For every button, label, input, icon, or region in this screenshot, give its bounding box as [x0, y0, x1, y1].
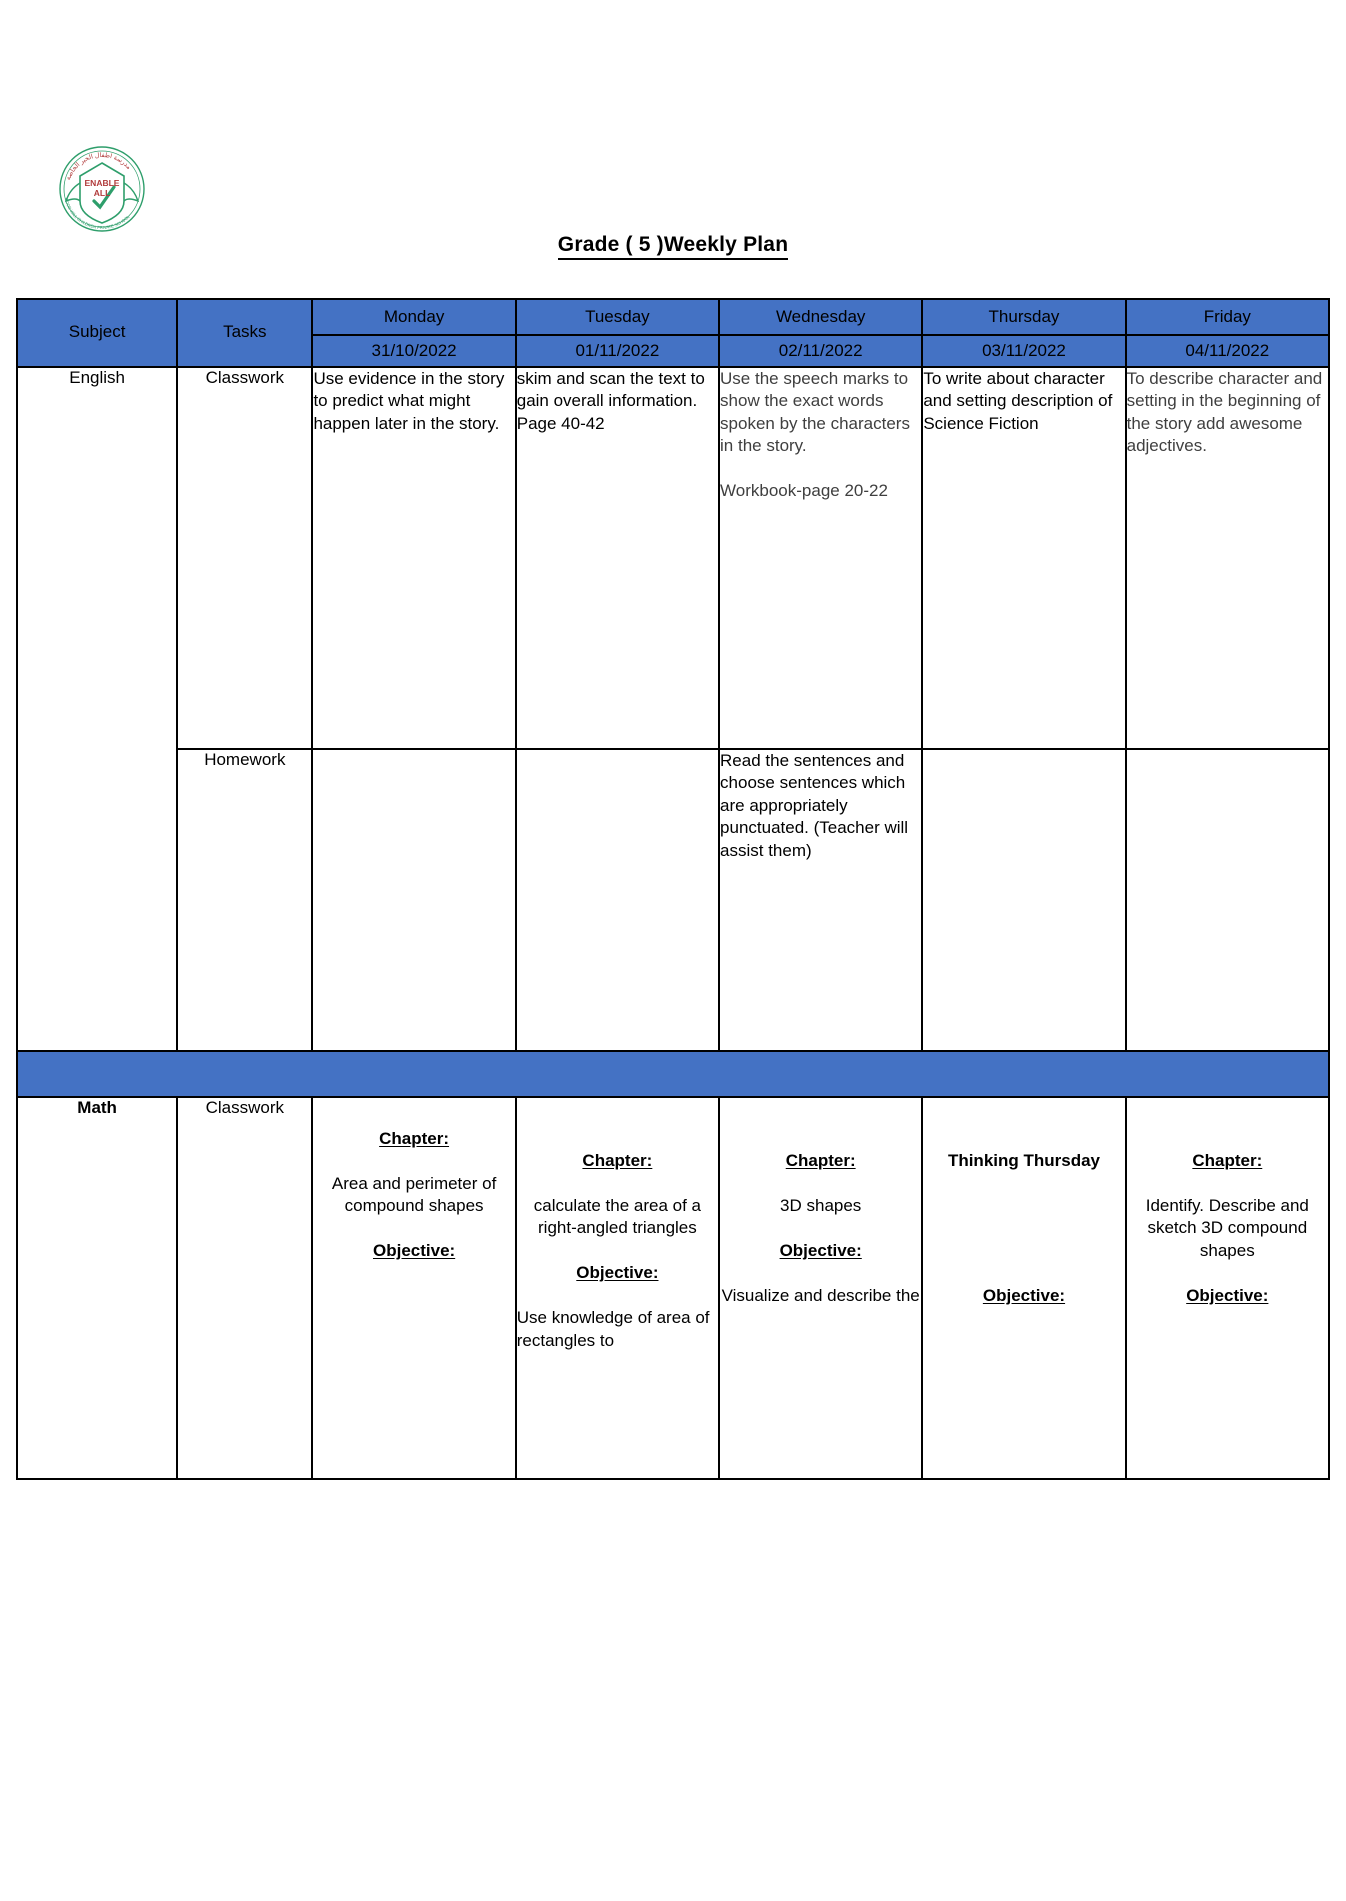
- cell-english-homework-friday: [1126, 749, 1329, 1051]
- objective-label: Objective:: [1186, 1285, 1269, 1305]
- objective-label: Objective:: [576, 1263, 659, 1283]
- cell-english-classwork-friday: [1126, 367, 1329, 749]
- page-title-text: Grade ( 5 )Weekly Plan: [558, 233, 788, 260]
- objective-label: Objective:: [982, 1285, 1066, 1305]
- column-date-wednesday: 02/11/2022: [719, 335, 922, 367]
- school-logo-icon: [54, 143, 150, 235]
- svg-text:ALL: ALL: [93, 188, 111, 198]
- page-title: [16, 233, 1330, 257]
- cell-english-homework-monday: [312, 749, 515, 1051]
- svg-text:ENABLE: ENABLE: [84, 178, 120, 188]
- cell-text: To describe character and setting in the beginning of the story add awesome adjectives.: [1126, 369, 1323, 456]
- cell-text-part-1: Use the speech marks to show the exact words spoken by the characters in the story.: [720, 369, 910, 456]
- cell-spacer: [720, 458, 921, 480]
- cell-text: To write about character and setting description of Science Fiction: [923, 369, 1113, 433]
- subject-label-math: Math: [17, 1097, 177, 1479]
- cell-math-classwork-tuesday: [516, 1097, 719, 1479]
- column-date-friday: 04/11/2022: [1126, 335, 1329, 367]
- header-row-names: [17, 299, 1329, 335]
- cell-math-classwork-wednesday: [719, 1097, 922, 1479]
- section-separator-band: [17, 1051, 1329, 1097]
- table-row-english-classwork: [17, 367, 1329, 749]
- chapter-text: calculate the area of a right-angled triangles: [533, 1195, 702, 1238]
- column-header-subject: Subject: [17, 299, 177, 367]
- chapter-text: Area and perimeter of compound shapes: [331, 1173, 497, 1216]
- chapter-label: Chapter:: [785, 1151, 856, 1170]
- table-row-math-classwork: [17, 1097, 1329, 1479]
- cell-english-classwork-thursday: [922, 367, 1125, 749]
- objective-label: Objective:: [372, 1241, 456, 1261]
- column-header-monday: Monday: [312, 299, 515, 335]
- column-header-wednesday: Wednesday: [719, 299, 922, 335]
- column-date-monday: 31/10/2022: [312, 335, 515, 367]
- objective-label: Objective:: [779, 1240, 862, 1260]
- cell-english-homework-wednesday: [719, 749, 922, 1051]
- column-date-thursday: 03/11/2022: [922, 335, 1125, 367]
- cell-text-part-2: Workbook-page 20-22: [720, 481, 888, 501]
- table-header: [17, 299, 1329, 367]
- task-label-english-classwork: Classwork: [177, 367, 312, 749]
- column-header-tasks: Tasks: [177, 299, 312, 367]
- chapter-text: Identify. Describe and sketch 3D compound shapes: [1145, 1195, 1309, 1260]
- cell-text: skim and scan the text to gain overall information. Page 40-42: [516, 369, 705, 433]
- chapter-label: Chapter:: [582, 1151, 653, 1170]
- objective-text: Visualize and describe the: [721, 1285, 920, 1305]
- svg-text:GOOD WILL CHILDREN PRIVATE SCH: GOOD WILL CHILDREN PRIVATE SCHOOL: [63, 197, 131, 231]
- cell-english-classwork-wednesday: [719, 367, 922, 749]
- cell-text: Read the sentences and choose sentences which are appropriately punctuated. (Teacher will assist them): [720, 751, 909, 860]
- subject-label-english: English: [17, 367, 177, 1051]
- column-header-thursday: Thursday: [922, 299, 1125, 335]
- chapter-label: Chapter:: [379, 1129, 450, 1148]
- cell-english-classwork-tuesday: [516, 367, 719, 749]
- thinking-thursday-title: Thinking Thursday: [947, 1151, 1100, 1170]
- task-label-english-homework: Homework: [177, 749, 312, 1051]
- document-header: [16, 0, 1330, 256]
- cell-english-classwork-monday: [312, 367, 515, 749]
- chapter-label: Chapter:: [1192, 1151, 1263, 1170]
- task-label-math-classwork: Classwork: [177, 1097, 312, 1479]
- svg-text:مدرسة اطفال الخير الخاصة: مدرسة اطفال الخير الخاصة: [64, 151, 133, 182]
- cell-math-classwork-friday: [1126, 1097, 1329, 1479]
- column-date-tuesday: 01/11/2022: [516, 335, 719, 367]
- objective-text: Use knowledge of area of rectangles to: [516, 1308, 710, 1350]
- weekly-plan-table: [16, 298, 1330, 1480]
- cell-english-homework-tuesday: [516, 749, 719, 1051]
- separator-fill: [17, 1051, 1329, 1097]
- column-header-tuesday: Tuesday: [516, 299, 719, 335]
- cell-math-classwork-thursday: [922, 1097, 1125, 1479]
- cell-english-homework-thursday: [922, 749, 1125, 1051]
- column-header-friday: Friday: [1126, 299, 1329, 335]
- cell-text: Use evidence in the story to predict what might happen later in the story.: [313, 369, 505, 433]
- table-row-english-homework: [17, 749, 1329, 1051]
- cell-math-classwork-monday: [312, 1097, 515, 1479]
- chapter-text: 3D shapes: [780, 1195, 862, 1215]
